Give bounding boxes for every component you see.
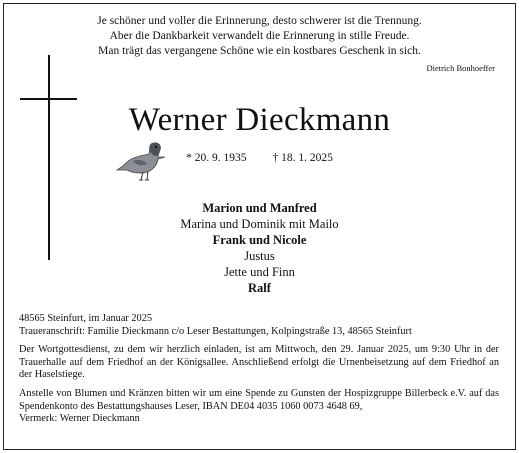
info-header bbox=[19, 313, 499, 338]
quote-author: Dietrich Bonhoeffer bbox=[426, 63, 495, 73]
life-dates bbox=[0, 152, 519, 164]
quote-line: Man trägt das vergangene Schöne wie ein kostbares Geschenk in sich. bbox=[98, 45, 421, 57]
birth-date: * 20. 9. 1935 bbox=[186, 152, 247, 164]
mourning-address: Traueranschrift: Familie Dieckmann c/o Leser Bestattungen, Kolpingstraße 13, 48565 Steinfurt bbox=[19, 325, 412, 337]
donation-paragraph bbox=[19, 388, 499, 426]
quote-line: Je schöner und voller die Erinnerung, desto schwerer ist die Trennung. bbox=[97, 15, 422, 27]
place-date: 48565 Steinfurt, im Januar 2025 bbox=[19, 313, 152, 324]
info-section bbox=[19, 313, 499, 432]
service-paragraph: Der Wortgottesdienst, zu dem wir herzlich einladen, ist am Mittwoch, den 29. Januar 2025, um 9:30 Uhr in der Trauerhalle auf dem Friedhof an der Königsallee. Anschließend erfolgt die Urnenbeisetzung auf dem Friedhof an der Haselstiege. bbox=[19, 344, 499, 381]
deceased-name: Werner Dieckmann bbox=[128, 102, 391, 138]
family-member: Frank und Nicole bbox=[212, 233, 307, 247]
family-list bbox=[0, 200, 519, 296]
cross-icon-horizontal bbox=[20, 98, 77, 100]
quote-line: Aber die Dankbarkeit verwandelt die Erinnerung in stille Freude. bbox=[109, 30, 410, 42]
donation-text: Anstelle von Blumen und Kränzen bitten wir um eine Spende zu Gunsten der Hospizgruppe Billerbeck e.V. auf das Spendenkonto des Bestattungshauses Leser, IBAN DE04 4035 1060 0073 4648 69, bbox=[19, 387, 499, 412]
family-member: Jette und Finn bbox=[224, 265, 295, 279]
family-member: Marion und Manfred bbox=[202, 201, 317, 215]
quote-block bbox=[0, 14, 519, 59]
donation-note: Vermerk: Werner Dieckmann bbox=[19, 413, 140, 425]
family-member: Justus bbox=[244, 249, 275, 263]
family-member: Marina und Dominik mit Mailo bbox=[180, 217, 339, 231]
family-member: Ralf bbox=[248, 281, 271, 295]
death-date: † 18. 1. 2025 bbox=[272, 152, 333, 164]
